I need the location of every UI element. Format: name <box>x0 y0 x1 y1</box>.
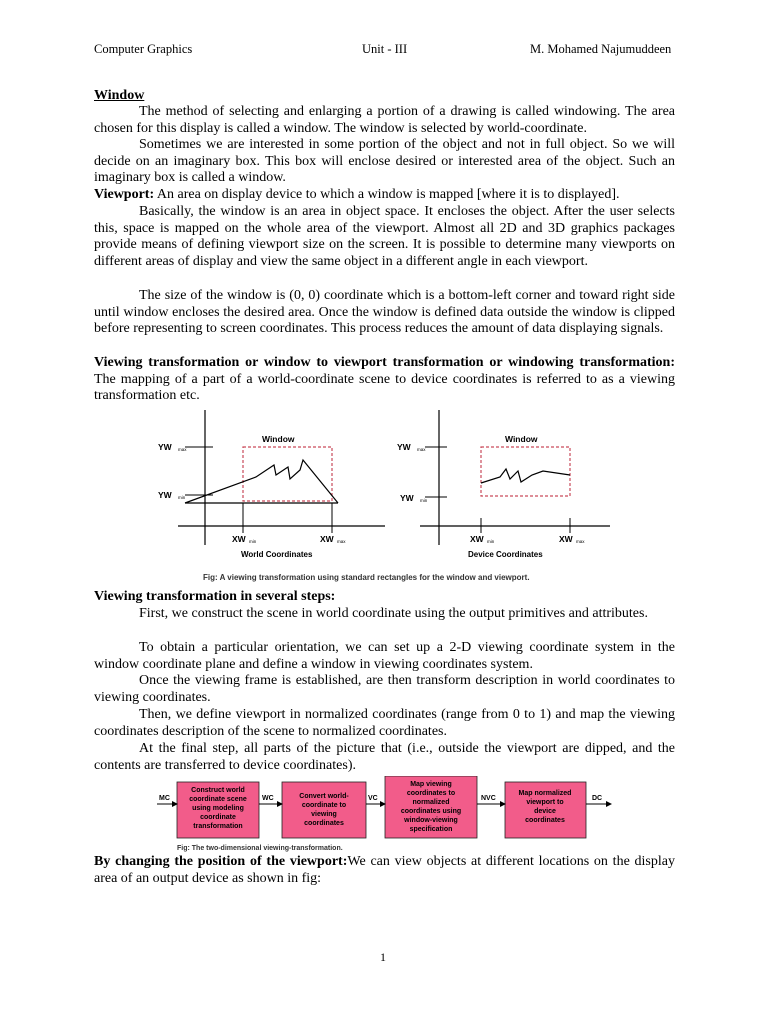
label-nvc: NVC <box>481 795 496 802</box>
viewport-term: Viewport: <box>94 187 155 202</box>
step-2: To obtain a particular orientation, we can set up a 2-D viewing coordinate system in the window coordinate plane and define a window in viewing coordinates system. <box>94 640 675 672</box>
vt-def: The mapping of a part of a world-coordinate scene to device coordinates is referred to as a viewing transformation etc. <box>94 371 675 404</box>
box1-line: using modeling <box>192 805 244 812</box>
device-viewport-rect <box>481 447 570 496</box>
page-number: 1 <box>380 950 386 964</box>
box3-line: coordinates using <box>400 808 462 815</box>
pipeline-box-convert-viewing <box>282 782 366 838</box>
box4-line: coordinates <box>525 817 565 824</box>
box2-line: coordinate to <box>301 802 347 809</box>
header-left: Computer Graphics <box>94 42 193 56</box>
box2-line: Convert world- <box>299 793 349 800</box>
header-center: Unit - III <box>362 42 408 56</box>
change-def: We can view objects at different locations on the display area of an output device as shown in fig: <box>94 854 675 886</box>
right-xwmin-label: XW <box>470 534 484 544</box>
world-window-rect <box>243 447 332 501</box>
box2-line: viewing <box>311 811 337 818</box>
device-object-shape <box>481 469 570 483</box>
viewing-transformation-figure <box>150 405 620 585</box>
window-heading-block <box>94 88 675 105</box>
figure-1-caption: Fig: A viewing transformation using standard rectangles for the window and viewport. <box>203 573 530 582</box>
left-window-label: Window <box>262 434 295 444</box>
right-ywmax-sub: max <box>417 447 426 452</box>
box4-line: device <box>534 808 556 815</box>
right-xwmin-sub: min <box>487 539 495 544</box>
right-xwmax-label: XW <box>559 534 573 544</box>
header-right: M. Mohamed Najumuddeen <box>530 42 672 56</box>
box4-line: viewport to <box>526 799 564 806</box>
box3-line: normalized <box>412 799 450 806</box>
box1-text <box>189 787 247 830</box>
left-ywmin-sub: min <box>178 495 186 500</box>
step-4: Then, we define viewport in normalized coordinates (range from 0 to 1) and map the viewing coordinates description of the scene to normalized coordinates. <box>94 707 675 739</box>
viewport-paragraph-2: Basically, the window is an area in object space. It encloses the object. After the user selects this, space is mapped on the whole area of the viewport. Almost all 2D and 3D graphics packages provide means of defining viewport size on the screen. It is possible to determine many viewports on different areas of display and view the same object in a different angle in each viewport. <box>94 204 675 269</box>
step-3: Once the viewing frame is established, are then transform description in world coordinates to viewing coordinates. <box>94 673 675 705</box>
right-ywmin-sub: min <box>420 498 428 503</box>
right-xwmax-sub: max <box>576 539 585 544</box>
box4-line: Map normalized <box>518 790 572 797</box>
label-dc: DC <box>592 795 603 802</box>
box1-line: Construct world <box>191 787 245 794</box>
step-5: At the final step, all parts of the picture that (i.e., outside the viewport are dipped, and the contents are transferred to device coordinates). <box>94 741 675 773</box>
left-xwmax-sub: max <box>337 539 346 544</box>
left-ywmax-label: YW <box>158 442 172 452</box>
viewing-pipeline-figure <box>155 776 625 858</box>
change-viewport-paragraph <box>94 854 675 887</box>
window-heading: Window <box>94 88 145 103</box>
label-mc: MC <box>159 795 170 802</box>
box2-line: coordinates <box>304 820 344 827</box>
box1-line: coordinate scene <box>189 796 247 803</box>
box3-line: Map viewing <box>410 781 452 788</box>
device-coordinates-caption: Device Coordinates <box>468 550 543 559</box>
vt-term: Viewing transformation or window to viewport transformation or windowing transformation: <box>94 355 675 370</box>
label-wc: WC <box>262 795 274 802</box>
world-object-shape <box>185 460 338 503</box>
steps-heading: Viewing transformation in several steps: <box>94 589 336 604</box>
viewport-definition <box>94 187 675 204</box>
left-xwmin-label: XW <box>232 534 246 544</box>
box3-line: coordinates to <box>406 790 456 797</box>
box3-line: specification <box>409 826 453 833</box>
box1-line: transformation <box>193 823 243 830</box>
right-ywmin-label: YW <box>400 493 414 503</box>
step-1: First, we construct the scene in world coordinate using the output primitives and attributes. <box>139 606 648 621</box>
viewing-transformation-definition <box>94 355 675 405</box>
window-paragraph-1: The method of selecting and enlarging a portion of a drawing is called windowing. The area chosen for this display is called a window. The window is selected by world-coordinate. <box>94 104 675 136</box>
change-term: By changing the position of the viewport: <box>94 854 348 869</box>
figure-2-caption: Fig: The two-dimensional viewing-transformation. <box>177 845 343 852</box>
box3-line: window-viewing <box>404 817 458 824</box>
window-paragraph-2: Sometimes we are interested in some portion of the object and not in full object. So we will decide on an imaginary box. This box will enclose desired or interested area of the object. Such an imaginary box is called a window. <box>94 137 675 186</box>
box1-line: coordinate <box>200 814 236 821</box>
label-vc: VC <box>368 795 378 802</box>
right-ywmax-label: YW <box>397 442 411 452</box>
left-ywmin-label: YW <box>158 490 172 500</box>
viewport-paragraph-3: The size of the window is (0, 0) coordinate which is a bottom-left corner and toward right side until window encloses the desired area. Once the window is defined data outside the window is clipped before representing to screen coordinates. This process reduces the amount of data displaying signals. <box>94 288 675 337</box>
left-xwmin-sub: min <box>249 539 257 544</box>
viewport-def: An area on display device to which a window is mapped [where it is to displayed]. <box>154 187 620 202</box>
left-ywmax-sub: max <box>178 447 187 452</box>
left-xwmax-label: XW <box>320 534 334 544</box>
right-window-label: Window <box>505 434 538 444</box>
steps-heading-block <box>94 589 675 606</box>
world-coordinates-caption: World Coordinates <box>241 550 313 559</box>
